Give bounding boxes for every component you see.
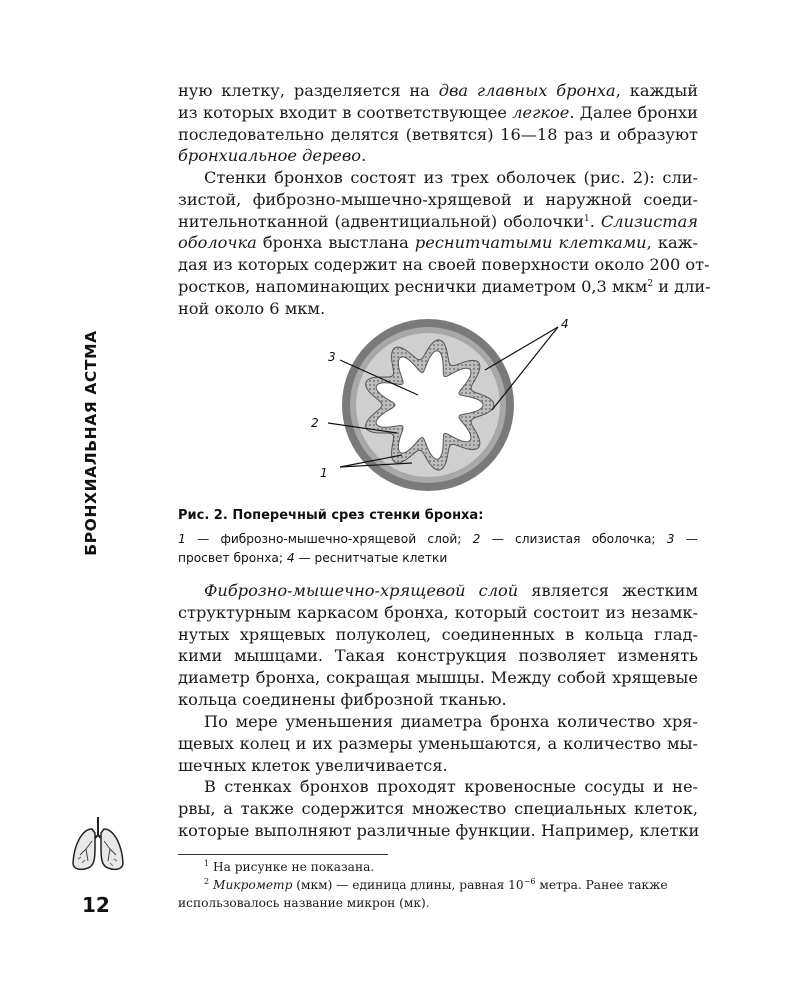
text-span: является жестким — [518, 581, 698, 600]
text-line — [178, 549, 698, 568]
text-line — [178, 776, 698, 798]
italic-text: Микрометр — [212, 878, 293, 892]
italic-text: легкое — [512, 102, 570, 122]
italic-text: бронхиальное дерево — [178, 146, 362, 166]
superscript: 1 — [584, 213, 590, 224]
text-span: . — [589, 211, 601, 231]
text-line — [178, 580, 698, 602]
text-span: , каждый — [615, 81, 699, 100]
footnotes — [178, 858, 698, 912]
text-span: использовалось название микрон (мк). — [178, 896, 430, 910]
text-span: рвы, а также содержится множество специальных клеток, — [178, 798, 698, 818]
text-line — [178, 711, 698, 733]
paragraph-ring-size — [178, 711, 698, 776]
text-line — [178, 167, 698, 189]
text-span: ной около 6 мкм. — [178, 298, 326, 318]
text-line — [178, 755, 698, 777]
text-line — [178, 894, 698, 912]
text-span: дая из которых содержит на своей поверхности около 200 от- — [178, 255, 710, 275]
text-span: , каж- — [646, 233, 698, 253]
italic-text: Слизистая — [600, 211, 698, 231]
italic-text: 4 — [286, 551, 295, 565]
text-line — [178, 876, 698, 894]
text-line — [178, 820, 698, 842]
italic-text: Фиброзно-мышечно-хрящевой слой — [204, 581, 519, 600]
text-span: . Далее бронхи — [569, 102, 698, 122]
running-head-text: БРОНХИАЛЬНАЯ АСТМА — [82, 329, 100, 556]
text-span: ную клетку, разделяется на — [178, 81, 439, 100]
page-number: 12 — [82, 893, 110, 917]
text-span: которые выполняют различные функции. Например, клетки — [178, 820, 700, 840]
figure-label-2: 2 — [311, 416, 319, 430]
text-span: просвет бронха; — [178, 551, 287, 565]
lungs-icon — [70, 815, 126, 873]
italic-text: два главных бронха — [438, 81, 616, 100]
text-span: щевых колец и их размеры уменьшаются, а количество мы- — [178, 733, 698, 753]
text-span: диаметр бронха, сокращая мышцы. Между собой хрящевые — [178, 668, 698, 688]
paragraph-intro — [178, 80, 698, 167]
text-span: нутых хрящевых полуколец, соединенных в кольца глад- — [178, 624, 698, 644]
text-line — [178, 689, 698, 711]
text-span: кими мышцами. Такая конструкция позволяет изменять — [178, 646, 698, 666]
text-span: кольца соединены фиброзной тканью. — [178, 689, 507, 709]
figure-caption-legend — [178, 530, 698, 568]
italic-text: реснитчатыми клетками — [414, 233, 647, 253]
text-span: — слизистая оболочка; — [480, 532, 667, 546]
text-span: зистой, фиброзно-мышечно-хрящевой и наружной соеди- — [178, 189, 698, 209]
text-line — [178, 733, 698, 755]
text-line — [178, 530, 698, 549]
text-span: На рисунке не показана. — [209, 860, 375, 874]
figure-label-1: 1 — [320, 466, 328, 480]
text-span: метра. Ранее также — [535, 878, 668, 892]
text-line — [178, 624, 698, 646]
text-span: Стенки бронхов состоят из трех оболочек (рис. 2): сли- — [204, 168, 698, 187]
text-line — [178, 858, 698, 876]
running-head-vertical — [76, 329, 106, 556]
text-line — [178, 189, 698, 211]
text-span: из которых входит в соответствующее — [178, 102, 513, 122]
text-line — [178, 798, 698, 820]
italic-text: оболочка — [178, 233, 257, 253]
text-line — [178, 254, 710, 276]
text-line — [178, 645, 698, 667]
text-span: — фиброзно-мышечно-хрящевой слой; — [185, 532, 473, 546]
figure-label-3: 3 — [328, 350, 336, 364]
superscript: 1 — [204, 859, 210, 868]
bronchus-cross-section-figure — [300, 315, 585, 495]
text-span: — — [674, 532, 698, 546]
paragraph-vessels — [178, 776, 698, 841]
text-span: структурным каркасом бронха, который состоит из незамк- — [178, 602, 698, 622]
paragraph-bronchial-walls — [178, 167, 711, 320]
text-span: В стенках бронхов проходят кровеносные сосуды и не- — [204, 777, 698, 796]
superscript: 2 — [647, 278, 654, 289]
text-span: последовательно делятся (ветвятся) 16—18 раз и образуют — [178, 124, 698, 144]
text-span: По мере уменьшения диаметра бронха количество хря- — [204, 712, 698, 731]
text-line — [178, 667, 698, 689]
text-line — [178, 80, 698, 102]
footnote-rule — [178, 854, 388, 855]
text-line — [178, 602, 698, 624]
text-line — [178, 124, 698, 146]
italic-text: 2 — [472, 532, 481, 546]
superscript: 2 — [204, 877, 210, 886]
text-span: нительнотканной (адвентициальной) оболочки — [178, 211, 585, 231]
text-span: шечных клеток увеличивается. — [178, 755, 448, 775]
text-line — [178, 145, 698, 167]
figure-caption-title: Рис. 2. Поперечный срез стенки бронха: — [178, 508, 484, 523]
text-line — [178, 211, 698, 233]
italic-text: 3 — [666, 532, 675, 546]
text-span: бронха выстлана — [256, 233, 415, 253]
superscript: −6 — [523, 877, 536, 886]
paragraph-fibro-layer — [178, 580, 698, 711]
text-span: . — [361, 146, 367, 166]
text-line — [178, 102, 698, 124]
text-span: — реснитчатые клетки — [294, 551, 448, 565]
italic-text: 1 — [178, 532, 186, 546]
text-span: ростков, напоминающих реснички диаметром 0,3 мкм — [178, 276, 648, 296]
text-span: и дли- — [653, 276, 711, 296]
text-span: (мкм) — единица длины, равная 10 — [292, 878, 524, 892]
text-line — [178, 232, 698, 254]
figure-label-4: 4 — [561, 317, 569, 331]
text-line — [178, 276, 711, 298]
